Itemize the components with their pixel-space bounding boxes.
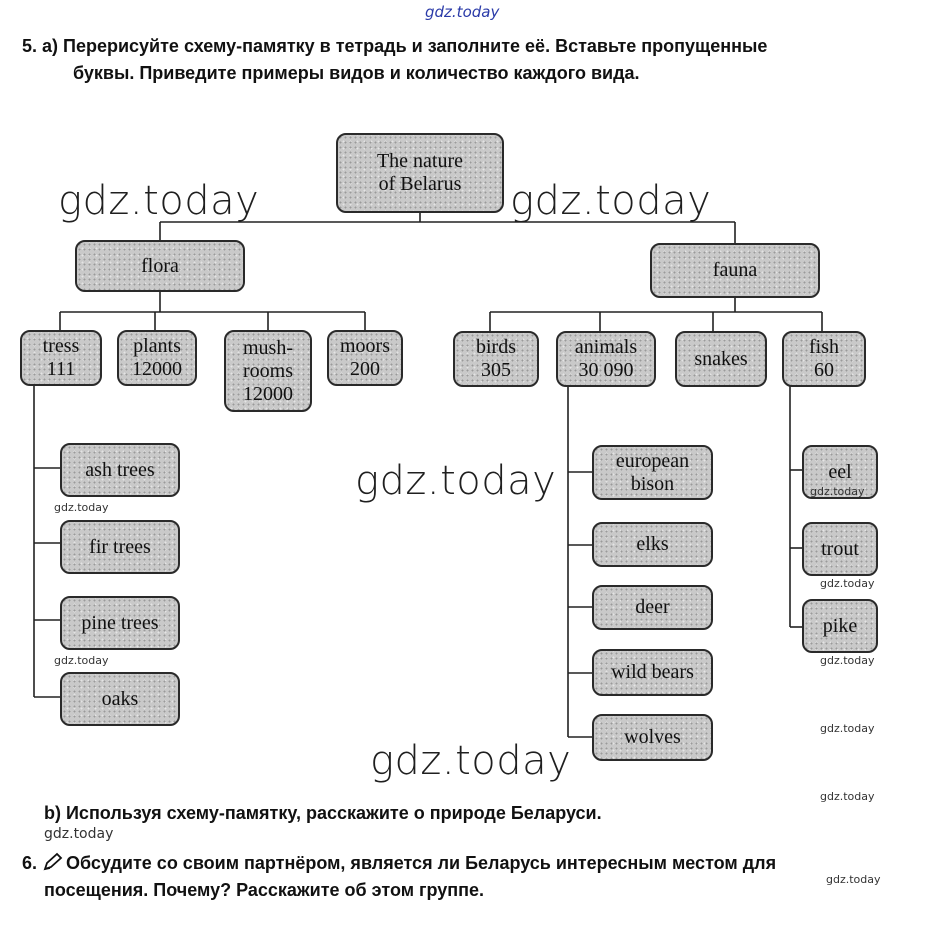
node-fir-trees: fir trees bbox=[60, 520, 180, 574]
watermark: gdz.today bbox=[510, 178, 712, 224]
node-pine-trees: pine trees bbox=[60, 596, 180, 650]
node-plants: plants 12000 bbox=[117, 330, 197, 386]
watermark-small: gdz.today bbox=[54, 654, 109, 667]
node-eel: eel bbox=[802, 445, 878, 499]
task6-number: 6. bbox=[22, 853, 38, 873]
node-deer: deer bbox=[592, 585, 713, 630]
task6-line1 bbox=[22, 850, 776, 876]
watermark-small: gdz.today bbox=[44, 826, 114, 842]
task5-line1: 5. a) Перерисуйте схему-памятку в тетрадь и заполните её. Вставьте пропущенные bbox=[22, 36, 768, 56]
watermark-small: gdz.today bbox=[820, 790, 875, 803]
watermark: gdz.today bbox=[58, 178, 260, 224]
node-pike: pike bbox=[802, 599, 878, 653]
node-root: The nature of Belarus bbox=[336, 133, 504, 213]
node-snakes: snakes bbox=[675, 331, 767, 387]
node-wild-bears: wild bears bbox=[592, 649, 713, 696]
task6-line2: посещения. Почему? Расскажите об этом группе. bbox=[44, 880, 485, 900]
task5-b: b) Используя схему-памятку, расскажите о природе Беларуси. bbox=[44, 803, 602, 823]
watermark-small: gdz.today bbox=[820, 722, 875, 735]
node-birds: birds 305 bbox=[453, 331, 539, 387]
watermark-small: gdz.today bbox=[810, 485, 865, 498]
watermark: gdz.today bbox=[355, 458, 557, 504]
task5-line2: буквы. Приведите примеры видов и количество каждого вида. bbox=[73, 63, 640, 83]
node-mushrooms: mush- rooms 12000 bbox=[224, 330, 312, 412]
task6-text-line1: Обсудите со своим партнёром, является ли Беларусь интересным местом для bbox=[66, 853, 777, 873]
watermark-small: gdz.today bbox=[54, 501, 109, 514]
watermark-small: gdz.today bbox=[820, 654, 875, 667]
watermark-small: gdz.today bbox=[820, 577, 875, 590]
node-oaks: oaks bbox=[60, 672, 180, 726]
node-european-bison: european bison bbox=[592, 445, 713, 500]
node-animals: animals 30 090 bbox=[556, 331, 656, 387]
node-tress: tress 111 bbox=[20, 330, 102, 386]
node-fauna: fauna bbox=[650, 243, 820, 298]
node-trout: trout bbox=[802, 522, 878, 576]
node-flora: flora bbox=[75, 240, 245, 292]
node-wolves: wolves bbox=[592, 714, 713, 761]
watermark-top: gdz.today bbox=[425, 3, 500, 21]
node-elks: elks bbox=[592, 522, 713, 567]
node-fish: fish 60 bbox=[782, 331, 866, 387]
watermark: gdz.today bbox=[370, 738, 572, 784]
pencil-icon bbox=[42, 852, 64, 872]
node-ash-trees: ash trees bbox=[60, 443, 180, 497]
node-moors: moors 200 bbox=[327, 330, 403, 386]
watermark-small: gdz.today bbox=[826, 873, 881, 886]
